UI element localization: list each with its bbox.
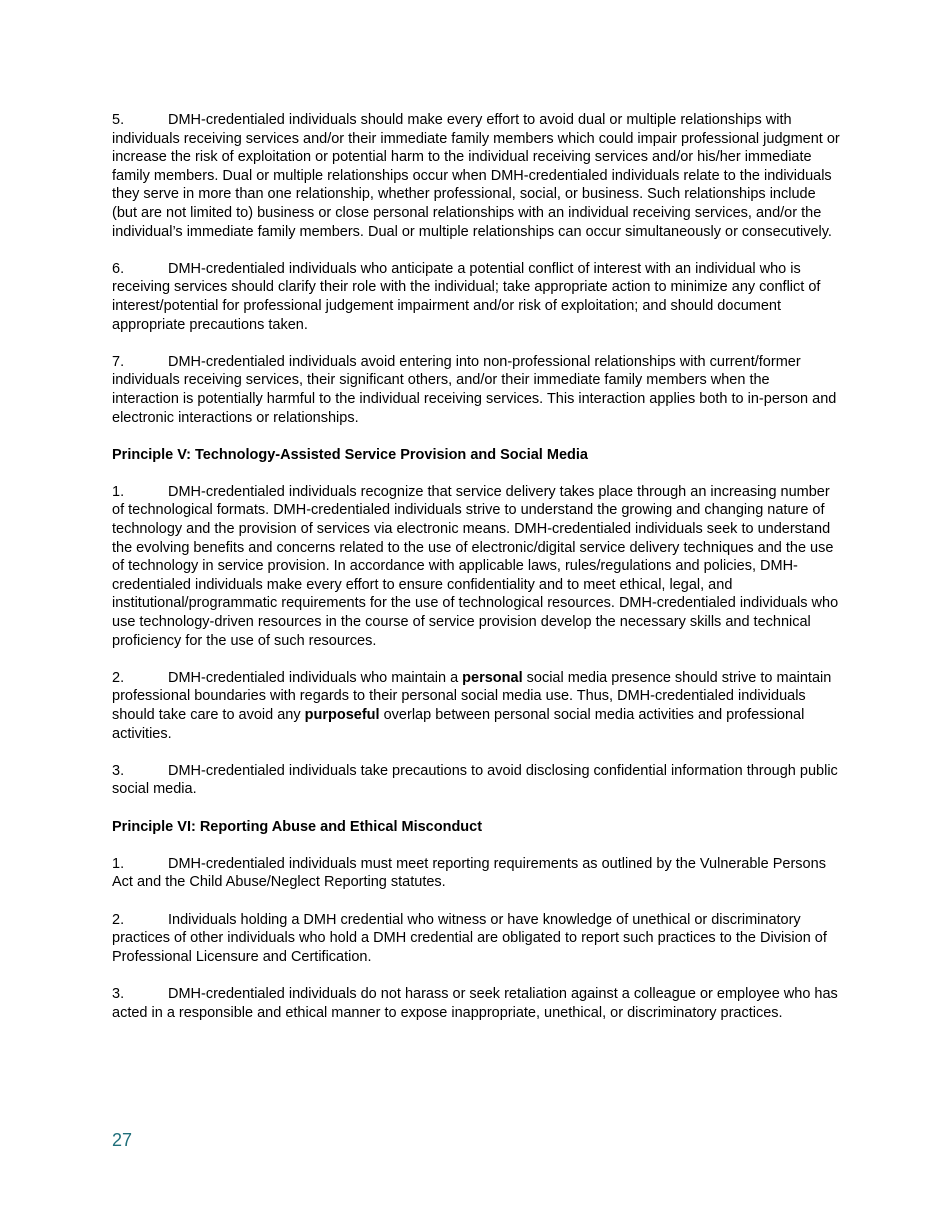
item-number: 3. xyxy=(112,985,125,1002)
list-item xyxy=(112,985,840,1022)
list-item xyxy=(112,855,840,892)
section-heading: Principle V: Technology-Assisted Service Provision and Social Media xyxy=(112,446,588,463)
list-item xyxy=(112,483,840,650)
item-text-part: DMH-credentialed individuals who maintain a xyxy=(168,669,463,686)
item-number: 5. xyxy=(112,112,125,128)
item-number: 2. xyxy=(112,911,125,928)
item-text-part: social media presence should strive to maintain professional boundaries with regards to their personal social media use. Thus, DMH-credentialed individuals should take care to avoid any xyxy=(112,669,832,723)
list-item xyxy=(112,669,840,743)
item-text: DMH-credentialed individuals avoid entering into non-professional relationships with current/former individuals receiving services, their significant others, and/or their immediate family members when the interaction is potentially harmful to the individual receiving services. This interaction applies both to in-person and electronic interactions or relationships. xyxy=(112,353,837,426)
list-item xyxy=(112,762,840,799)
item-text: DMH-credentialed individuals take precautions to avoid disclosing confidential information through public social media. xyxy=(112,762,838,798)
emphasis-personal: personal xyxy=(462,669,523,686)
item-number: 3. xyxy=(112,762,125,779)
list-item xyxy=(112,353,840,427)
item-text: Individuals holding a DMH credential who witness or have knowledge of unethical or discriminatory practices of other individuals who hold a DMH credential are obligated to report such practices to the Division of Professional Licensure and Certification. xyxy=(112,911,827,965)
item-text: DMH-credentialed individuals recognize that service delivery takes place through an increasing number of technological formats. DMH-credentialed individuals strive to understand the growing and changing nature of technology and the provision of services via electronic means. DMH-credentialed individuals seek to understand the evolving benefits and concerns related to the use of electronic/digital service delivery techniques and the use of technology in service provision. In accordance with applicable laws, rules/regulations and policies, DMH-credentialed individuals make every effort to ensure confidentiality and to meet ethical, legal, and institutional/programmatic requirements for the use of technological resources. DMH-credentialed individuals who use technology-driven resources in the course of service provision develop the necessary skills and technical proficiency for the use of such resources. xyxy=(112,483,839,649)
emphasis-purposeful: purposeful xyxy=(304,707,380,723)
page-number: 27 xyxy=(112,1130,133,1150)
list-item xyxy=(112,111,840,241)
section-heading: Principle VI: Reporting Abuse and Ethical Misconduct xyxy=(112,818,483,835)
item-number: 1. xyxy=(112,483,125,500)
list-item xyxy=(112,911,840,967)
item-text: DMH-credentialed individuals must meet reporting requirements as outlined by the Vulnerable Persons Act and the Child Abuse/Neglect Reporting statutes. xyxy=(112,855,826,891)
item-text-part: overlap between personal social media activities and professional activities. xyxy=(112,707,805,742)
item-number: 1. xyxy=(112,855,125,872)
item-number: 6. xyxy=(112,260,125,277)
item-number: 2. xyxy=(112,669,125,686)
list-item xyxy=(112,260,840,334)
item-text: DMH-credentialed individuals do not harass or seek retaliation against a colleague or employee who has acted in a responsible and ethical manner to expose inappropriate, unethical, or discriminatory practices. xyxy=(112,985,838,1021)
document-body xyxy=(112,111,840,1041)
item-number: 7. xyxy=(112,353,125,370)
item-text: DMH-credentialed individuals who anticipate a potential conflict of interest with an individual who is receiving services should clarify their role with the individual; take appropriate action to minimize any conflict of interest/potential for professional judgement impairment and/or risk of exploitation; and should document appropriate precautions taken. xyxy=(112,260,821,333)
item-text: DMH-credentialed individuals should make every effort to avoid dual or multiple relationships with individuals receiving services and/or their immediate family members which could impair professional judgment or increase the risk of exploitation or potential harm to the individual receiving services and/or his/her immediate family members. Dual or multiple relationships occur when DMH-credentialed individuals relate to the individuals they serve in more than one relationship, whether professional, social, or business. Such relationships include (but are not limited to) business or close personal relationships with an individual receiving services, and/or the individual’s immediate family members. Dual or multiple relationships can occur simultaneously or consecutively. xyxy=(112,112,840,240)
